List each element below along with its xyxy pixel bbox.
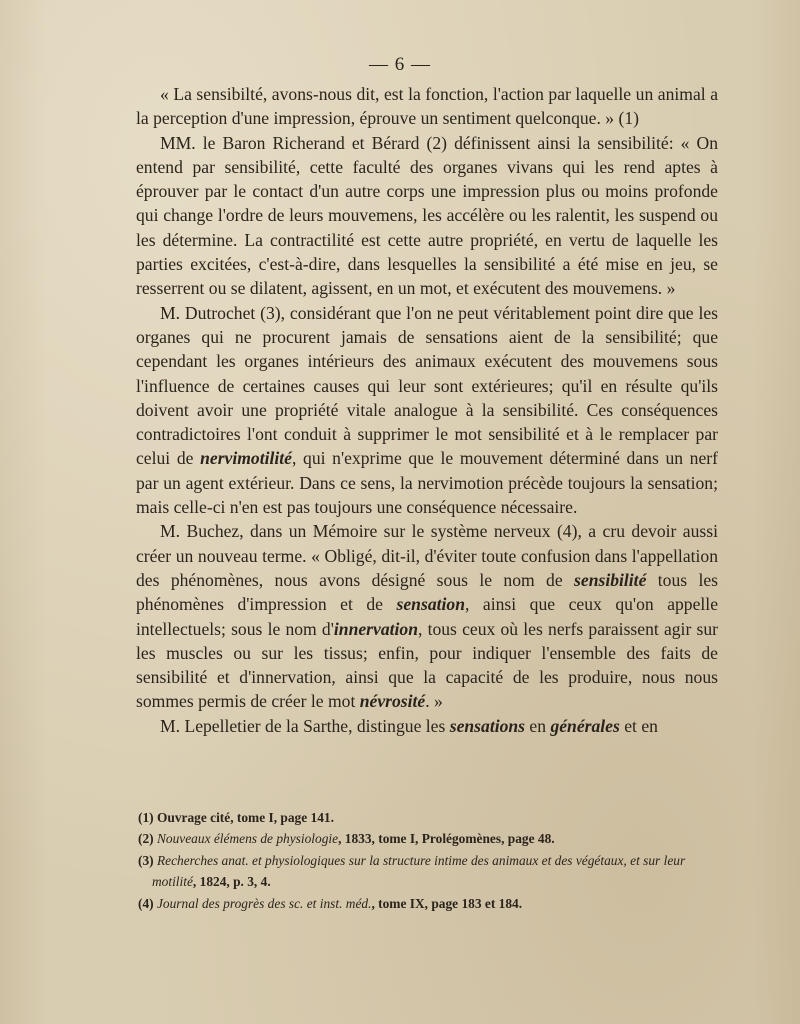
footnote: [136, 828, 718, 849]
text-run: (1) Ouvrage cité, tome I, page 141.: [138, 810, 334, 825]
italic-term: Nouveaux élémens de physiologie: [156, 831, 339, 847]
italic-term: sensibilité: [574, 569, 647, 590]
italic-term: générales: [550, 715, 620, 736]
text-run: , qui n'exprime que le mouvement déterminé dans un nerf par un agent extérieur. Dans ce sens, la nervimotion précède toujours la sensation; mais celle-ci n'en est pas toujours une conséquence nécessaire.: [136, 448, 719, 518]
text-run: M. Dutrochet (3), considérant que l'on ne peut véritablement point dire que les organes qui ne procurent jamais de sensations aient de la sensibilité; que cependant les organes intérieurs des animaux exécutent des mouvemens sous l'influence de certaines causes qui leur sont extérieures; qu'il en résulte qu'ils doivent avoir une propriété vitale analogue à la sensibilité. Ces conséquences contradictoires l'ont conduit à supprimer le mot sensibilité et à le remplacer par celui de: [136, 302, 718, 469]
paragraph: [136, 519, 718, 713]
body-text: [136, 82, 718, 738]
text-run: (2): [138, 831, 157, 847]
italic-term: névrosité: [359, 691, 426, 712]
text-run: M. Lepelletier de la Sarthe, distingue les: [160, 715, 450, 736]
paragraph: [136, 714, 718, 738]
text-run: . »: [425, 691, 443, 712]
italic-term: Journal des progrès des sc. et inst. méd.: [156, 895, 372, 911]
text-run: , 1833, tome I, Prolégomènes, page 48.: [338, 831, 555, 847]
footnotes: [136, 807, 718, 914]
paragraph: [136, 82, 718, 131]
page-number: — 6 —: [369, 54, 431, 75]
text-run: MM. le Baron Richerand et Bérard (2) définissent ainsi la sensibilité: « On entend par sensibilité, cette faculté des organes vivans qui les rend aptes à éprouver par le contact d'un autre corps une impression plus ou moins profonde qui change l'ordre de leurs mouvemens, les accélère ou les ralentit, les suspend ou les détermine. La contractilité est cette autre propriété, en vertu de laquelle les parties excitées, c'est-à-dire, dans lesquelles la sensibilité a été mise en jeu, se resserrent ou se dilatent, agissent, en un mot, et exécutent des mouvemens. »: [136, 132, 718, 299]
italic-term: sensations: [449, 715, 526, 736]
italic-term: sensation: [396, 594, 465, 615]
footnote: [136, 893, 718, 914]
text-run: , 1824, p. 3, 4.: [192, 874, 271, 890]
footnote: [136, 807, 718, 828]
text-run: (3): [138, 852, 157, 868]
italic-term: innervation: [333, 618, 418, 639]
paragraph: [136, 131, 718, 301]
italic-term: nervimotilité: [200, 448, 292, 469]
paragraph: [136, 301, 718, 520]
text-run: , ainsi que ceux qu'on appelle intellectuels; sous le nom d': [136, 594, 718, 639]
text-run: tous les phénomènes d'impression et de: [136, 569, 719, 615]
text-run: , tous ceux où les nerfs paraissent agir sur les muscles ou sur les tissus; enfin, pour indiquer l'ensemble des faits de sensibilité et d'innervation, ainsi que la capacité de les produire, nous nous sommes permis de créer le mot: [136, 618, 718, 712]
text-run: , tome IX, page 183 et 184.: [371, 895, 523, 911]
text-run: et en: [619, 715, 658, 736]
text-run: en: [525, 715, 551, 736]
text-run: (4): [138, 895, 157, 911]
italic-term: Recherches anat. et physiologiques sur la structure intime des animaux et des végétaux, et sur leur motilité: [152, 852, 686, 890]
text-run: « La sensibilté, avons-nous dit, est la fonction, l'action par laquelle un animal a la perception d'une impression, éprouve un sentiment quelconque. » (1): [136, 84, 718, 129]
text-run: M. Buchez, dans un Mémoire sur le système nerveux (4), a cru devoir aussi créer un nouveau terme. « Obligé, dit-il, d'éviter toute confusion dans l'appellation des phénomènes, nous avons désigné sous le nom de: [136, 521, 718, 590]
footnote: [136, 850, 718, 893]
